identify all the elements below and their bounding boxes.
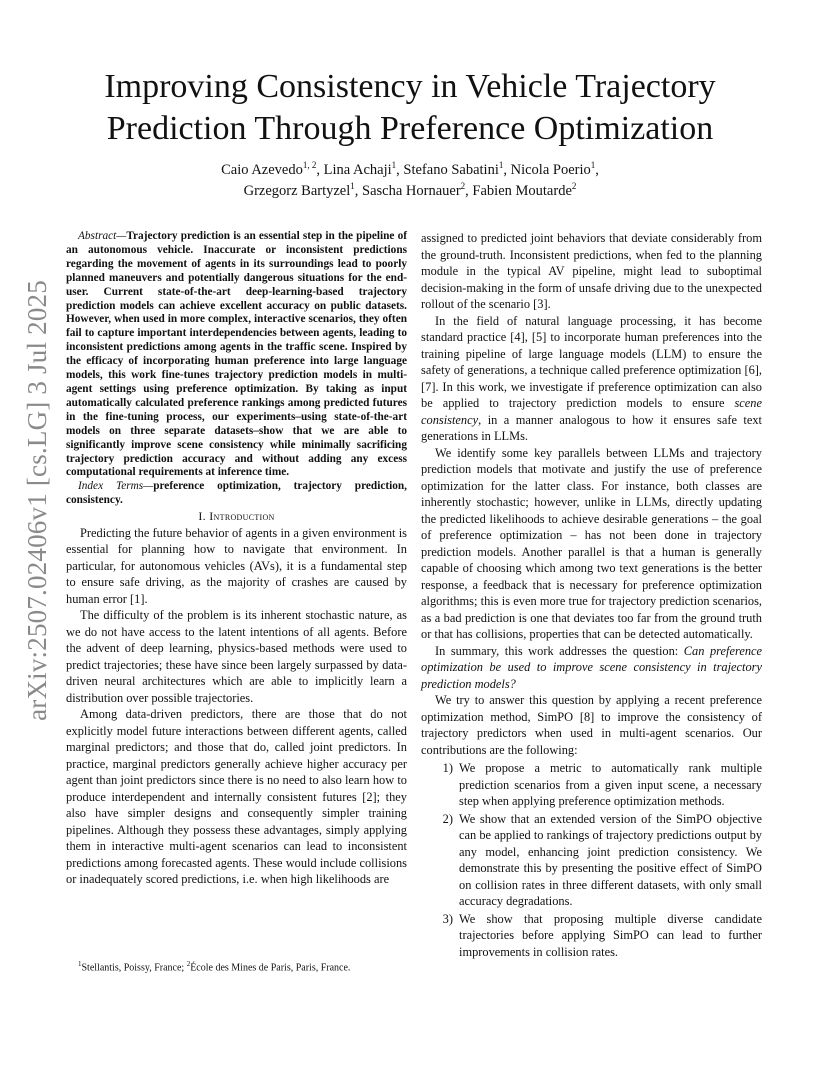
paper-title <box>70 66 750 150</box>
author: Lina Achaji$^1$, <box>323 160 404 178</box>
right-column <box>421 230 762 961</box>
paragraph: The difficulty of the problem is its inherent stochastic nature, as we do not have access to the latent intentions of all agents. Before the advent of deep learning, physics-based methods were used to predict trajectories; these have since been largely surpassed by data-driven neural architectures which are able to implicitly learn a distribution over possible trajectories. <box>66 608 407 705</box>
author: Caio Azevedo$^{1, 2}$, <box>221 160 324 178</box>
affiliation-footnote: $^1$Stellantis, Poissy, France; $^2$École des Mines de Paris, Paris, France. <box>78 960 351 974</box>
paragraph: In summary, this work addresses the question: Can preference optimization be used to improve scene consistency in trajectory prediction models? <box>421 643 763 691</box>
title-line-2: Prediction Through Preference Optimization <box>106 110 714 147</box>
paragraph: assigned to predicted joint behaviors that deviate considerably from the ground-truth. Inconsistent predictions, when fed to the planning module in the typical AV pipeline, might lead to suboptimal decision-making in the form of unsafe driving due to the unexpected rollout of the scenario [3]. <box>421 231 762 311</box>
author: Sascha Hornauer$^2$, <box>362 181 473 199</box>
author: Nicola Poerio$^1$, <box>510 160 599 178</box>
arxiv-id: arXiv:2507.02406v1 [cs.LG] 3 Jul 2025 <box>21 279 52 721</box>
paragraph: We identify some key parallels between LLMs and trajectory prediction models that motivate and justify the use of preference optimization for the latter class. For instance, both classes are inherently stochastic; however, unlike in LLMs, directly updating the predicted likelihoods to achieve desirable generations – the goal of preference optimization – has not been done in trajectory prediction models. Another parallel is that a human is generally capable of choosing which among two text generations is the better response, a feedback that is necessary for preference optimization algorithms; this is even more true for trajectory prediction scenarios, as a bad prediction is one that deviates too far from the ground truth or that has collisions, properties that can be detected automatically. <box>421 445 762 641</box>
paragraph: We try to answer this question by applying a recent preference optimization method, SimPO [8] to improve the consistency of trajectory predictors when used in multi-agent scenarios. Our contributions are the following: <box>421 693 762 757</box>
paragraph: Among data-driven predictors, there are those that do not explicitly model future interactions between different agents, called marginal predictors; and those that do, called joint predictors. In practice, marginal predictors generally achieve higher accuracy per agent than joint predictors since there is no need to also learn how to produce interdependent and internally consistent futures [2]; they also have simpler designs and consequently simpler training pipelines. Although they possess these advantages, simply applying them in interactive multi-agent scenarios can lead to inconsistent predictions among forecasted agents. These would include collisions or inadequately scored predictions, i.e. when high likelihoods are <box>66 707 407 887</box>
list-item: 2) We show that an extended version of the SimPO objective can be applied to rankings of trajectory predictions output by any model, enhancing joint prediction consistency. We demonstrate this by presenting the positive effect of SimPO on collision rates in three different datasets, with only small accuracy degradations. <box>442 811 762 908</box>
author: Grzegorz Bartyzel$^1$, <box>243 181 363 199</box>
abstract: Abstract—Trajectory prediction is an essential step in the pipeline of an autonomous vehicle. Inaccurate or inconsistent predictions regarding the movement of agents in its surroundings lead to poorly planned maneuvers and potentially dangerous situations for the end-user. Current state-of-the-art deep-learning-based trajectory prediction models can achieve excellent accuracy on public datasets. However, when used in more complex, interactive scenarios, they often fail to capture important interdependencies between agents, leading to inconsistent predictions among agents in the traffic scene. Inspired by the efficacy of incorporating human preference into large language models, this work fine-tunes trajectory prediction models in multi-agent settings using preference optimization. By taking as input automatically calculated preference rankings among predicted futures in the fine-tuning process, our experiments–using state-of-the-art models on three separate datasets–show that we are able to significantly improve scene consistency while minimally sacrificing trajectory prediction accuracy and without adding any excess computational requirements at inference time. Index Terms—preference optimization, trajectory prediction, consistency. <box>66 230 408 507</box>
paragraph: Predicting the future behavior of agents in a given environment is essential for planning how to navigate that environment. In particular, for autonomous vehicles (AVs), it is a fundamental step to ensure safe driving, as the majority of crashes are caused by human error [1]. <box>66 525 407 606</box>
section-heading: I. Introduction <box>198 509 275 524</box>
contribution-list <box>421 760 762 960</box>
author: Fabien Moutarde$^2$ <box>472 181 577 199</box>
author: Stefano Sabatini$^1$, <box>403 160 511 178</box>
arxiv-stamp <box>16 279 58 721</box>
index-terms-text: preference optimization, trajectory prediction, consistency. <box>66 480 408 507</box>
list-item: 1) We propose a metric to automatically rank multiple prediction scenarios from a given input scene, a necessary step when applying preference optimization methods. <box>442 761 762 808</box>
list-item: 3) We show that proposing multiple diverse candidate trajectories before applying SimPO can lead to further improvements in collision rates. <box>442 911 762 959</box>
title-line-1: Improving Consistency in Vehicle Trajectory <box>104 68 716 105</box>
left-column <box>66 230 407 888</box>
abstract-label: Abstract <box>78 230 117 242</box>
paragraph: In the field of natural language processing, it has become standard practice [4], [5] to incorporate human preferences into the training pipeline of large language models (LLM) to ensure the safety of generations, a technique called preference optimization [6], [7]. In this work, we investigate if preference optimization can also be applied to trajectory prediction models to ensure scene consistency, in a manner analogous to how it ensures safe text generations in LLMs. <box>421 313 762 443</box>
abstract-text: Trajectory prediction is an essential step in the pipeline of an autonomous vehicle. Inaccurate or inconsistent predictions regarding the movement of agents in its surroundings lead to poorly planned maneuvers and potentially dangerous situations for the end-user. Current state-of-the-art deep-learning-based trajectory prediction models can achieve excellent accuracy on public datasets. However, when used in more complex, interactive scenarios, they often fail to capture important interdependencies between agents, leading to inconsistent predictions among agents in the traffic scene. Inspired by the efficacy of incorporating human preference into large language models, this work fine-tunes trajectory prediction models in multi-agent settings using preference optimization. By taking as input automatically calculated preference rankings among predicted futures in the fine-tuning process, our experiments–using state-of-the-art models on three separate datasets–show that we are able to significantly improve scene consistency while minimally sacrificing trajectory prediction accuracy and without adding any excess computational requirements at inference time. <box>66 230 407 479</box>
author-list <box>70 160 750 202</box>
index-terms-label: Index Terms <box>78 480 144 493</box>
